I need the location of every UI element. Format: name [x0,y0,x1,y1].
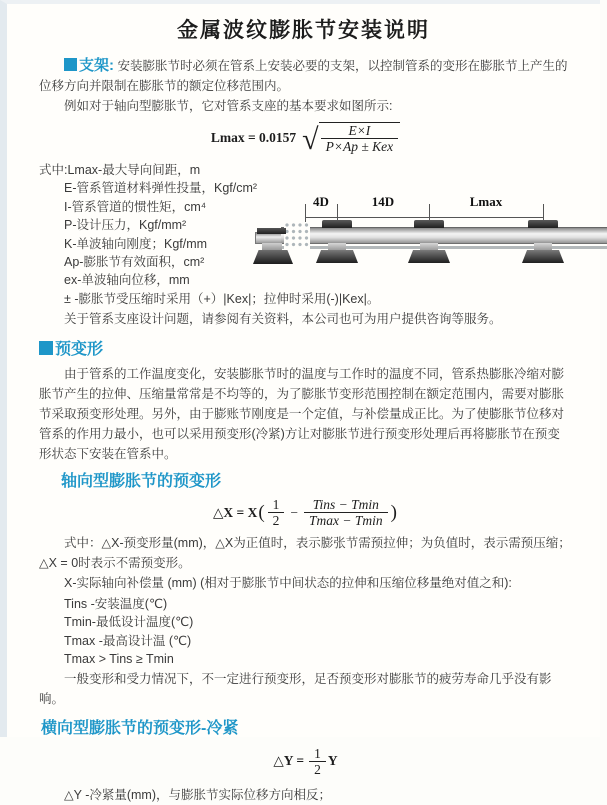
sqrt-radical-icon: √ [302,123,319,156]
axial-note: 一般变形和受力情况下，不一定进行预变形，足否预变形对膨胀节的疲劳寿命几乎没有影响。 [39,671,552,706]
anchor-support [253,250,293,264]
formula-dx-denominator: Tmax − Tmin [309,513,383,528]
pipe-support-base [316,250,358,263]
definition-line: Tins -安装温度(℃) [64,597,168,611]
formula-dy-lhs: △Y = [273,753,305,769]
axial-temp-definitions [39,595,572,669]
support-section-heading: 支架: [79,57,114,74]
pipe-support-base [408,250,450,263]
formula-lmax-radicand [319,122,401,154]
axial-p2: X-实际轴向补偿量 (mm) (相对于膨胀节中间状态的拉伸和压缩位移量绝对值之和): [64,576,512,590]
formula-lmax-denominator: P×Ap ± Kex [325,139,394,154]
formula-delta-x [39,497,572,528]
lateral-subheading: 横向型膨胀节的预变形-冷紧 [41,719,239,737]
support-example-text: 例如对于轴向型膨胀节，它对管系支座的基本要求如图所示: [64,99,393,113]
definition-line: ex-单波轴向位移，mm [64,273,190,288]
dimension-line [305,217,543,218]
anchor-clamp [257,228,286,234]
axial-subheading: 轴向型膨胀节的预变形 [61,473,222,490]
definition-line: P-设计压力，Kgf/mm² [64,218,187,233]
formula-dy-rhs: Y [327,753,338,769]
pipe-support-neck [534,243,552,250]
predeform-paragraph: 由于管系的工作温度变化，安装膨胀节时的温度与工作时的温度不同，管系热膨胀冷缩对膨胀节产生的拉伸、压缩量常常是不均等的，为了膨胀节变形范围控制在额定范围内，需要对膨胀节采取预变形处理。另外，由于膨账节刚度是一个定值，与补偿量成正比。为了使膨胀节位移对管系的作用力最小，也可以采用预变形(冷紧)方让对膨胀节进行预变形处理后再将膨胀节在预变形状态下安装在管系中。 [39,367,565,461]
formula-dy-num: 1 [309,746,326,762]
formula-lmax [39,122,572,154]
open-paren: ( [258,501,265,523]
pipe-support-neck [328,243,346,250]
definition-line: E-管系管道材料弹性投量，Kgf/cm² [64,181,258,196]
page-title: 金属波纹膨胀节安装说明 [177,19,430,42]
formula-lmax-numerator: E×I [321,123,399,139]
support-intro-paragraph [39,56,572,96]
dim-label-14d: 14D [371,194,395,209]
dim-label-lmax: Lmax [469,194,503,209]
definition-line: ± -膨胀节受压缩时采用（+）|Kex|；拉伸时采用(-)|Kex|。 [64,291,380,306]
minus-sign: − [290,504,299,520]
formula-lmax-lhs: Lmax = 0.0157 [210,130,297,145]
definition-line: 式中:Lmax-最大导向间距，m [39,163,201,177]
section-marker-icon [39,341,53,355]
definition-line: Ap-膨胀节有效面积，cm² [64,255,205,270]
definition-line: I-管系管道的惯性矩，cm⁴ [64,199,207,214]
definition-line: K-单波轴向刚度；Kgf/mm [64,236,208,251]
bellows-icon [284,222,310,249]
pipe-support-diagram [255,195,607,295]
axial-p1: 式中：△X-预变形量(mm)，△X为正值时，表示膨张节需预拉伸；为负值时，表示需预压缩；△X = 0时表示不需预变形。 [39,536,571,570]
pipe-support-neck [420,243,438,250]
formula-dx-numerator: Tins − Tmin [304,497,388,513]
formula-delta-y [39,746,572,777]
pipe-support-clamp [322,220,352,228]
support-note: 关于管系支座设计问题，请参阅有关资料，本公司也可为用户提供咨询等服务。 [64,312,502,326]
anchor-neck [262,243,282,250]
pipe-support-clamp [414,220,444,228]
close-paren: ) [390,501,397,523]
document-content [7,56,600,805]
formula-dx-half-den: 2 [272,513,280,528]
pipe-support-base [522,250,564,263]
predeform-section-heading: 预变形 [39,340,572,360]
definition-line: Tmax > Tins ≥ Tmin [64,652,174,667]
definition-line: Tmax -最高设计温 (℃) [64,633,192,648]
formula-dy-den: 2 [314,761,321,777]
pipe [281,227,607,244]
formula-dx-half-num: 1 [268,497,285,513]
support-intro-text: 安装膨胀节时必须在管系上安装必要的支架，以控制管系的变形在膨胀节上产生的位移方向并限制在膨胀节的额定位移范围内。 [39,59,568,93]
dim-label-4d: 4D [313,194,329,209]
pipe-support-clamp [528,220,558,228]
section-marker-icon [64,58,77,71]
lateral-note: △Y -冷紧量(mm)，与膨胀节实际位移方向相反； [64,787,332,802]
formula-dx-lhs: △X = X [213,504,258,520]
definition-line: Tmin-最低设计温度(℃) [64,615,194,630]
